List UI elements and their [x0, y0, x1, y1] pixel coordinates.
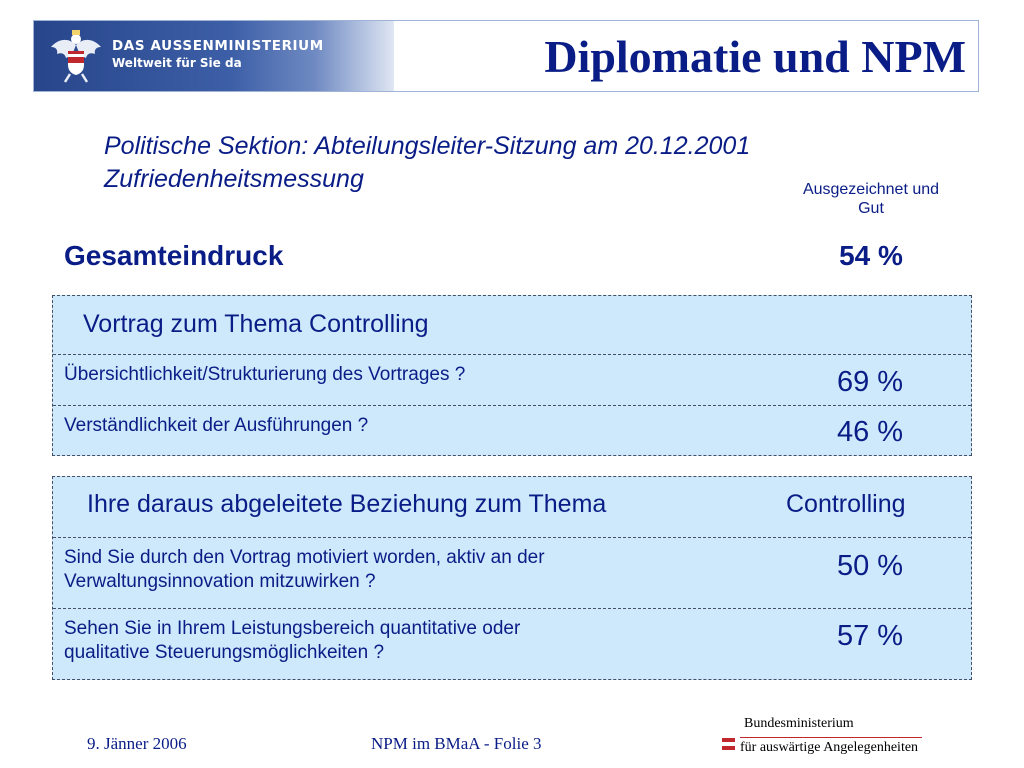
question-text: Übersichtlichkeit/Strukturierung des Vortrages ?	[64, 364, 466, 385]
question-line-1: Sehen Sie in Ihrem Leistungsbereich quantitative oder	[64, 618, 521, 639]
rating-label-line-1: Ausgezeichnet und	[802, 181, 940, 198]
subtitle-line-2: Zufriedenheitsmessung	[104, 165, 364, 193]
ministry-logo	[34, 21, 394, 91]
footer-date: 9. Jänner 2006	[87, 734, 187, 753]
brand-line-2: für auswärtige Angelegenheiten	[740, 740, 919, 755]
subtitle	[104, 130, 750, 196]
table-header-part-2: Controlling	[786, 490, 906, 518]
question-line-2: Verwaltungsinnovation mitzuwirken ?	[64, 571, 376, 592]
table-row	[53, 608, 971, 679]
percentage-value: 50 %	[836, 550, 904, 582]
table-header: Vortrag zum Thema Controlling	[83, 310, 429, 338]
logo-text	[112, 38, 324, 72]
question-text	[64, 617, 744, 665]
percentage-value: 46 %	[836, 416, 904, 448]
header-banner	[33, 20, 979, 92]
footer-slide-label: NPM im BMaA - Folie 3	[371, 734, 542, 753]
question-text	[64, 546, 744, 594]
subtitle-line-1: Politische Sektion: Abteilungsleiter-Sitzung am 20.12.2001	[104, 132, 751, 160]
slide-title: Diplomatie und NPM	[544, 31, 966, 82]
austrian-eagle-icon	[48, 27, 104, 85]
rating-column-label	[776, 180, 966, 218]
table-header-row	[53, 296, 971, 354]
table-header-part-1: Ihre daraus abgeleitete Beziehung zum Thema	[87, 490, 607, 518]
logo-line-2: Weltweit für Sie da	[112, 56, 242, 70]
brand-line-1: Bundesministerium	[744, 716, 854, 731]
logo-line-1: DAS AUSSENMINISTERIUM	[112, 38, 324, 54]
footer-ministry-brand	[722, 716, 962, 760]
question-text: Verständlichkeit der Ausführungen ?	[64, 415, 369, 436]
table-row	[53, 405, 971, 455]
question-line-2: qualitative Steuerungsmöglichkeiten ?	[64, 642, 385, 663]
austrian-flag-icon	[722, 738, 735, 750]
question-line-1: Sind Sie durch den Vortrag motiviert worden, aktiv an der	[64, 547, 545, 568]
table-row	[53, 537, 971, 608]
overall-value: 54 %	[839, 240, 903, 271]
table-row	[53, 354, 971, 405]
survey-table-lecture	[52, 295, 972, 456]
rating-label-line-2: Gut	[858, 200, 884, 217]
percentage-value: 69 %	[836, 366, 904, 398]
table-header-row	[53, 477, 971, 537]
survey-table-relationship	[52, 476, 972, 680]
percentage-value: 57 %	[836, 620, 904, 652]
brand-divider	[740, 737, 922, 738]
overall-label: Gesamteindruck	[64, 240, 284, 271]
